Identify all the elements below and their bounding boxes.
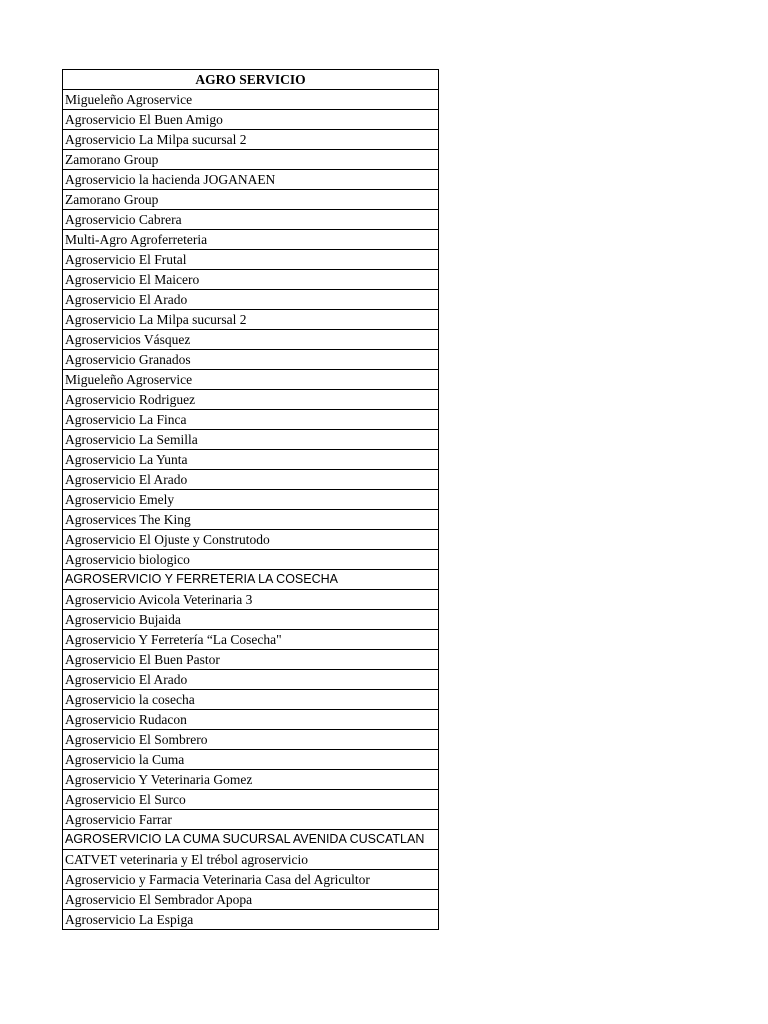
table-cell: Agroservicio Avicola Veterinaria 3 xyxy=(63,590,439,610)
table-cell: Agroservicio El Arado xyxy=(63,290,439,310)
table-cell: Agroservicio la cosecha xyxy=(63,690,439,710)
table-cell: Agroservicios Vásquez xyxy=(63,330,439,350)
table-cell: Agroservicio El Arado xyxy=(63,670,439,690)
table-row xyxy=(63,190,439,210)
table-cell: Agroservicio El Buen Pastor xyxy=(63,650,439,670)
table-row xyxy=(63,650,439,670)
table-row xyxy=(63,670,439,690)
table-body xyxy=(63,90,439,930)
table-cell: Agroservicio El Sombrero xyxy=(63,730,439,750)
table-row xyxy=(63,430,439,450)
table-row xyxy=(63,590,439,610)
table-cell: Agroservicio La Semilla xyxy=(63,430,439,450)
table-cell: Agroservicio Y Veterinaria Gomez xyxy=(63,770,439,790)
table-cell: Zamorano Group xyxy=(63,190,439,210)
table-row xyxy=(63,530,439,550)
table-row xyxy=(63,910,439,930)
table-row xyxy=(63,350,439,370)
table-row xyxy=(63,830,439,850)
table-cell: Agroservicio La Milpa sucursal 2 xyxy=(63,130,439,150)
table-row xyxy=(63,750,439,770)
table-cell: Agroservicio la Cuma xyxy=(63,750,439,770)
table-row xyxy=(63,110,439,130)
table-cell: Agroservicio Rodriguez xyxy=(63,390,439,410)
table-row xyxy=(63,370,439,390)
table-cell: AGROSERVICIO LA CUMA SUCURSAL AVENIDA CUSCATLAN xyxy=(63,830,439,850)
table-row xyxy=(63,90,439,110)
table-cell: Migueleño Agroservice xyxy=(63,370,439,390)
table-cell: Agroservices The King xyxy=(63,510,439,530)
table-row xyxy=(63,510,439,530)
table-row xyxy=(63,890,439,910)
table-cell: Zamorano Group xyxy=(63,150,439,170)
table-row xyxy=(63,610,439,630)
table-row xyxy=(63,150,439,170)
table-cell: Agroservicio Y Ferretería “La Cosecha" xyxy=(63,630,439,650)
table-row xyxy=(63,850,439,870)
table-row xyxy=(63,770,439,790)
table-row xyxy=(63,290,439,310)
header-row xyxy=(63,70,439,90)
table-cell: Agroservicio El Frutal xyxy=(63,250,439,270)
table-row xyxy=(63,410,439,430)
table-cell: Agroservicio La Yunta xyxy=(63,450,439,470)
table-row xyxy=(63,390,439,410)
table-row xyxy=(63,710,439,730)
table-cell: Migueleño Agroservice xyxy=(63,90,439,110)
table-cell: Agroservicio Emely xyxy=(63,490,439,510)
table-row xyxy=(63,470,439,490)
table-row xyxy=(63,490,439,510)
table-row xyxy=(63,870,439,890)
table-cell: Agroservicio El Buen Amigo xyxy=(63,110,439,130)
table-row xyxy=(63,550,439,570)
table-cell: Multi-Agro Agroferreteria xyxy=(63,230,439,250)
table-row xyxy=(63,250,439,270)
table-cell: Agroservicio la hacienda JOGANAEN xyxy=(63,170,439,190)
table-cell: Agroservicio El Maicero xyxy=(63,270,439,290)
table-row xyxy=(63,450,439,470)
table-cell: Agroservicio Rudacon xyxy=(63,710,439,730)
table-cell: Agroservicio El Sembrador Apopa xyxy=(63,890,439,910)
table-cell: Agroservicio La Milpa sucursal 2 xyxy=(63,310,439,330)
table-row xyxy=(63,730,439,750)
table-cell: Agroservicio y Farmacia Veterinaria Casa del Agricultor xyxy=(63,870,439,890)
table-cell: Agroservicio Bujaida xyxy=(63,610,439,630)
table-cell: Agroservicio biologico xyxy=(63,550,439,570)
table-row xyxy=(63,690,439,710)
table-row xyxy=(63,570,439,590)
table-cell: Agroservicio Granados xyxy=(63,350,439,370)
table-cell: Agroservicio La Espiga xyxy=(63,910,439,930)
table-row xyxy=(63,230,439,250)
spreadsheet-area xyxy=(62,69,439,930)
table-cell: Agroservicio El Surco xyxy=(63,790,439,810)
table-row xyxy=(63,330,439,350)
table-row xyxy=(63,310,439,330)
table-row xyxy=(63,810,439,830)
table-cell: Agroservicio Cabrera xyxy=(63,210,439,230)
table-cell: Agroservicio Farrar xyxy=(63,810,439,830)
table-row xyxy=(63,210,439,230)
table-row xyxy=(63,630,439,650)
table-cell: CATVET veterinaria y El trébol agroservicio xyxy=(63,850,439,870)
table-row xyxy=(63,790,439,810)
column-header: AGRO SERVICIO xyxy=(63,70,439,90)
table-cell: AGROSERVICIO Y FERRETERIA LA COSECHA xyxy=(63,570,439,590)
table-row xyxy=(63,170,439,190)
table-cell: Agroservicio El Arado xyxy=(63,470,439,490)
table-cell: Agroservicio La Finca xyxy=(63,410,439,430)
agro-servicio-table xyxy=(62,69,439,930)
table-row xyxy=(63,130,439,150)
table-row xyxy=(63,270,439,290)
table-cell: Agroservicio El Ojuste y Construtodo xyxy=(63,530,439,550)
